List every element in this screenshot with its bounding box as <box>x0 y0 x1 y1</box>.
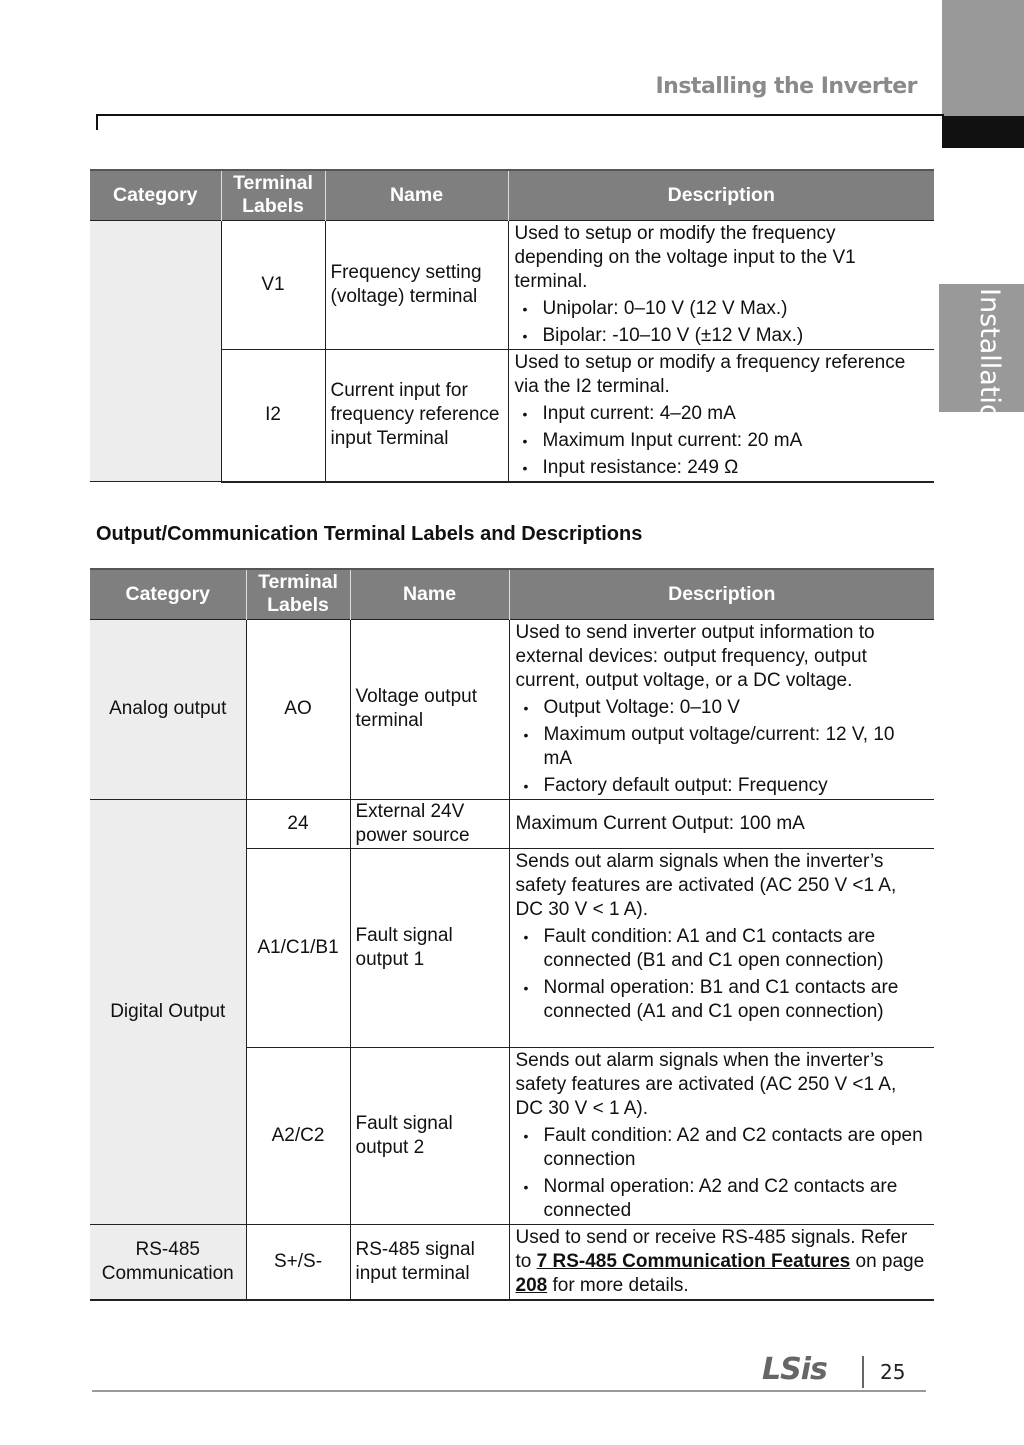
header-name: Name <box>325 170 508 220</box>
bullet-list <box>516 925 929 1024</box>
header-rule <box>96 114 944 116</box>
terminal-name: External 24V power source <box>350 799 509 848</box>
section-title: Installing the Inverter <box>655 74 917 99</box>
footer-separator <box>862 1356 864 1388</box>
description-text: Used to send inverter output information to external devices: output frequency, output current, output voltage, or a DC voltage. <box>515 621 875 691</box>
category-cell: Analog output <box>90 619 246 799</box>
bullet-list <box>516 696 929 798</box>
bullet-list <box>516 1124 929 1223</box>
header-name: Name <box>350 569 509 619</box>
rs485-section-link[interactable]: 7 RS-485 Communication Features <box>536 1250 851 1272</box>
terminal-description <box>509 848 934 1047</box>
terminal-description <box>509 1047 934 1224</box>
list-item: • Input resistance: 249 Ω <box>515 456 929 480</box>
bullet-list <box>515 297 929 348</box>
description-text: Used to send or receive RS-485 signals. Refer to <box>515 1226 908 1272</box>
header-gray-block <box>942 0 1024 116</box>
bullet-list <box>515 402 929 480</box>
section-heading: Output/Communication Terminal Labels and Descriptions <box>96 523 643 545</box>
list-item: • Output Voltage: 0–10 V <box>516 696 929 720</box>
table-row <box>90 619 934 799</box>
ls-logo: LSis <box>762 1352 827 1387</box>
list-item: • Maximum output voltage/current: 12 V, 10 mA <box>516 723 929 771</box>
category-cell: Digital Output <box>90 799 246 1224</box>
list-item: • Factory default output: Frequency <box>516 774 929 798</box>
side-tab <box>939 284 1024 438</box>
footer-rule <box>92 1390 926 1392</box>
header-description: Description <box>509 569 934 619</box>
terminal-name: Fault signal output 1 <box>350 848 509 1047</box>
terminal-description <box>508 220 934 349</box>
terminal-label: AO <box>246 619 350 799</box>
terminal-label: S+/S- <box>246 1224 350 1300</box>
list-item: • Normal operation: A2 and C2 contacts are connected <box>516 1175 929 1223</box>
description-text: Sends out alarm signals when the inverter’s safety features are activated (AC 250 V <1 A, DC 30 V < 1 A). <box>515 1049 897 1119</box>
description-text: on page <box>850 1250 925 1272</box>
header-terminal-labels: Terminal Labels <box>221 170 325 220</box>
header-terminal-labels: Terminal Labels <box>246 569 350 619</box>
category-cell <box>90 220 221 482</box>
table-row <box>90 220 934 349</box>
category-cell: RS-485 Communication <box>90 1224 246 1300</box>
terminal-label: A2/C2 <box>246 1047 350 1224</box>
table-row <box>90 799 934 848</box>
list-item: • Normal operation: B1 and C1 contacts are connected (A1 and C1 open connection) <box>516 976 929 1024</box>
header-category: Category <box>90 569 246 619</box>
header-black-block <box>942 116 1024 148</box>
output-terminal-table <box>90 568 934 1301</box>
list-item: • Unipolar: 0–10 V (12 V Max.) <box>515 297 929 321</box>
header-category: Category <box>90 170 221 220</box>
description-text: Sends out alarm signals when the inverter’s safety features are activated (AC 250 V <1 A, DC 30 V < 1 A). <box>515 850 897 920</box>
terminal-name: Fault signal output 2 <box>350 1047 509 1224</box>
table-row <box>90 1224 934 1300</box>
terminal-label: A1/C1/B1 <box>246 848 350 1047</box>
terminal-description <box>509 1224 934 1300</box>
list-item: • Maximum Input current: 20 mA <box>515 429 929 453</box>
table-header-row <box>90 170 934 220</box>
terminal-label: I2 <box>221 349 325 482</box>
list-item: • Fault condition: A2 and C2 contacts are open connection <box>516 1124 929 1172</box>
list-item: • Bipolar: -10–10 V (±12 V Max.) <box>515 324 929 348</box>
header-description: Description <box>508 170 934 220</box>
terminal-name: Frequency setting (voltage) terminal <box>325 220 508 349</box>
side-tab-label: Installation <box>974 288 1005 438</box>
terminal-description <box>508 349 934 482</box>
list-item: • Input current: 4–20 mA <box>515 402 929 426</box>
terminal-name: Current input for frequency reference input Terminal <box>325 349 508 482</box>
terminal-label: V1 <box>221 220 325 349</box>
list-item: • Fault condition: A1 and C1 contacts are connected (B1 and C1 open connection) <box>516 925 929 973</box>
terminal-description: Maximum Current Output: 100 mA <box>509 799 934 848</box>
terminal-label: 24 <box>246 799 350 848</box>
page-number: 25 <box>880 1360 906 1384</box>
description-text: Used to setup or modify the frequency depending on the voltage input to the V1 terminal. <box>514 222 856 292</box>
description-text: Used to setup or modify a frequency reference via the I2 terminal. <box>514 351 906 397</box>
header-tick <box>96 114 98 130</box>
page-link[interactable]: 208 <box>515 1274 548 1296</box>
terminal-description <box>509 619 934 799</box>
description-text: for more details. <box>547 1274 689 1296</box>
input-terminal-table <box>90 169 934 483</box>
terminal-name: Voltage output terminal <box>350 619 509 799</box>
table-header-row <box>90 569 934 619</box>
terminal-name: RS-485 signal input terminal <box>350 1224 509 1300</box>
